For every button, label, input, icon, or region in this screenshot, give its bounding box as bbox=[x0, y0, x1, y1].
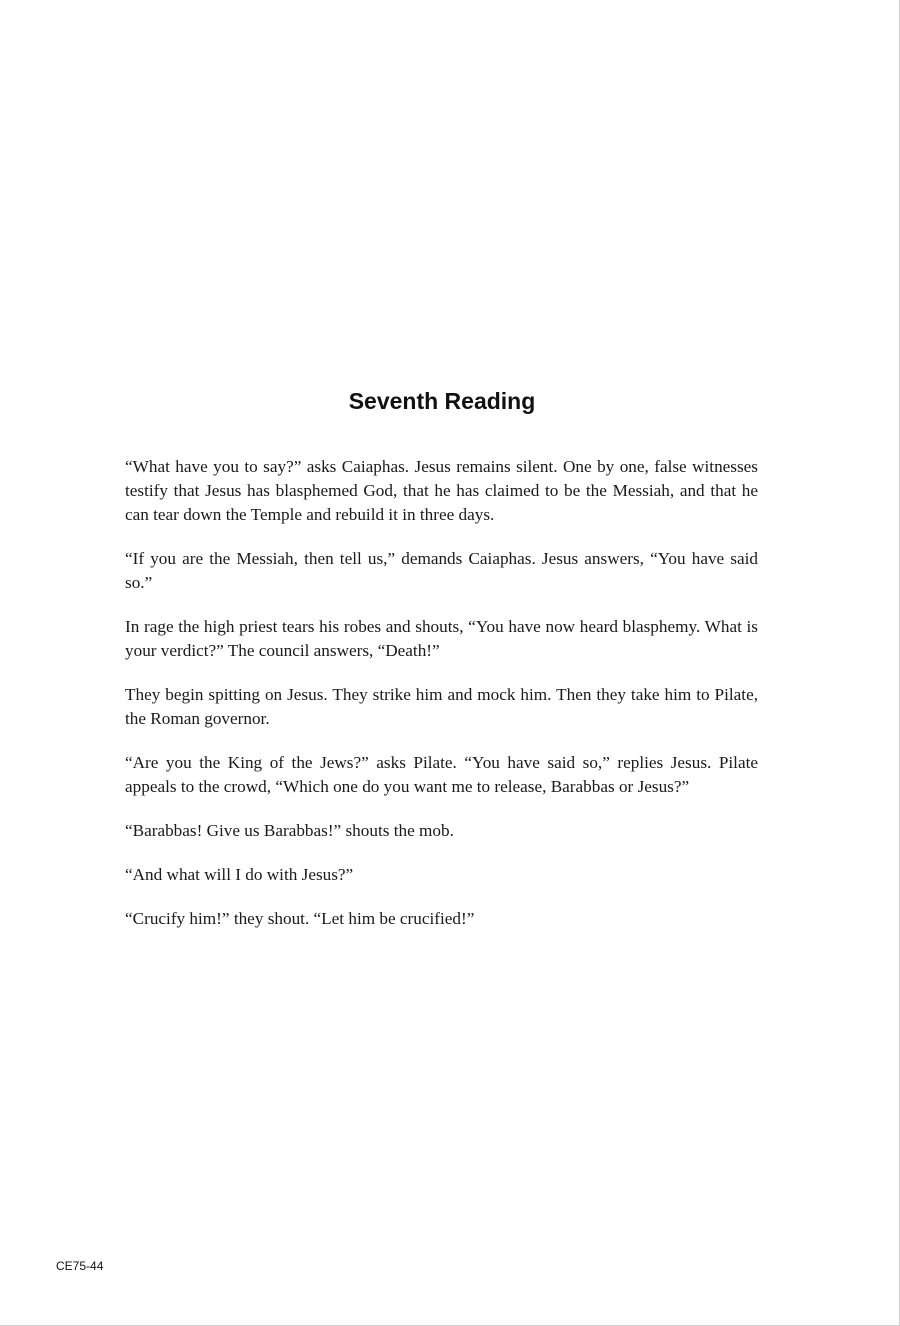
paragraph-5: “Are you the King of the Jews?” asks Pilate. “You have said so,” replies Jesus. Pilate appeals to the crowd, “Which one do you want me to release, Barabbas or Jesus?” bbox=[125, 753, 758, 796]
paragraph-7: “And what will I do with Jesus?” bbox=[125, 865, 354, 884]
page-title: Seventh Reading bbox=[348, 388, 536, 414]
paragraph-3: In rage the high priest tears his robes and shouts, “You have now heard blasphemy. What is your verdict?” The council answers, “Death!” bbox=[125, 617, 758, 660]
paragraph-8: “Crucify him!” they shout. “Let him be crucified!” bbox=[125, 909, 475, 928]
paragraph-6: “Barabbas! Give us Barabbas!” shouts the mob. bbox=[125, 821, 454, 840]
paragraph-4: They begin spitting on Jesus. They strike him and mock him. Then they take him to Pilate, the Roman governor. bbox=[125, 685, 758, 728]
reading-body bbox=[125, 455, 758, 951]
paragraph-2: “If you are the Messiah, then tell us,” demands Caiaphas. Jesus answers, “You have said so.” bbox=[125, 549, 758, 592]
footer-code: CE75-44 bbox=[56, 1259, 104, 1273]
paragraph-1: “What have you to say?” asks Caiaphas. Jesus remains silent. One by one, false witnesses testify that Jesus has blasphemed God, that he has claimed to be the Messiah, and that he can tear down the Temple and rebuild it in three days. bbox=[125, 457, 758, 524]
